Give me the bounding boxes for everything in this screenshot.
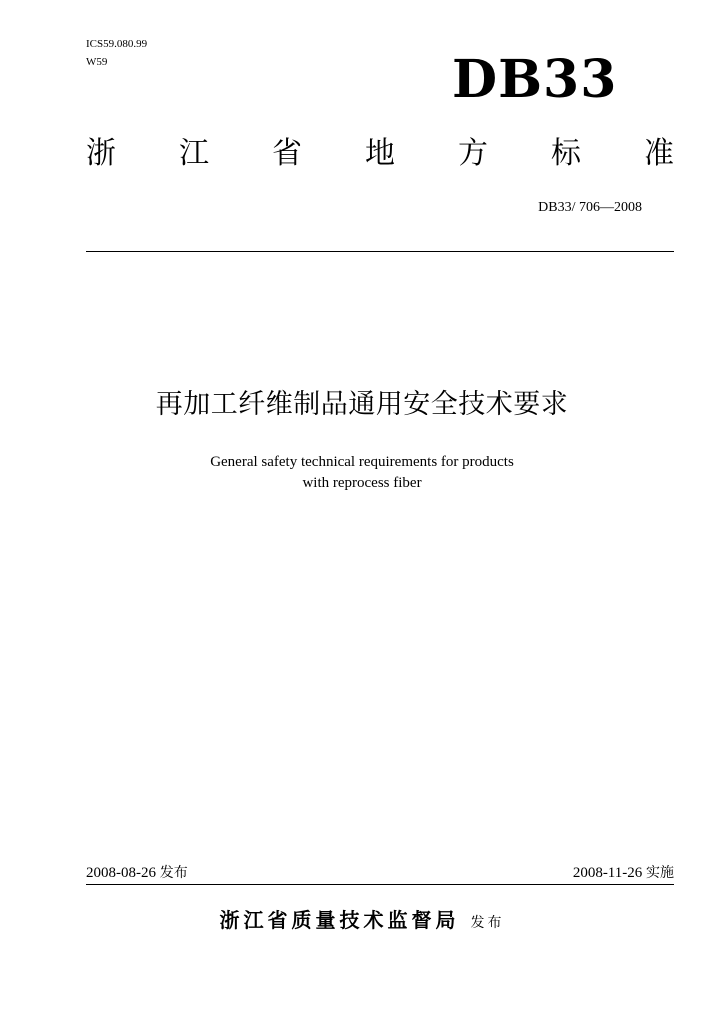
- standard-type-heading: [86, 134, 674, 174]
- publisher-name: 浙江省质量技术监督局: [219, 908, 460, 932]
- title-english-line: General safety technical requirements for products: [210, 454, 514, 470]
- standard-number: DB33/ 706—2008: [538, 200, 642, 215]
- standard-type-char: 准: [644, 136, 674, 171]
- standard-type-char: 标: [551, 136, 581, 171]
- footer-divider: [86, 884, 674, 885]
- title-english: [0, 452, 724, 494]
- title-english-line: with reprocess fiber: [302, 475, 422, 491]
- ics-code: ICS59.080.99: [86, 38, 148, 50]
- header-divider: [86, 251, 674, 252]
- standard-type-char: 省: [272, 136, 302, 171]
- publisher-line: [0, 904, 724, 933]
- issue-date: 2008-08-26: [86, 865, 156, 881]
- db33-logo: DB33: [452, 49, 618, 110]
- issue-label: 发布: [159, 865, 188, 881]
- standard-type-char: 江: [179, 136, 209, 171]
- publish-label: 发布: [470, 915, 505, 931]
- classification-code: W59: [86, 56, 108, 68]
- standard-type-char: 方: [458, 136, 488, 171]
- implementation-label: 实施: [646, 865, 674, 881]
- issue-date-line: [86, 864, 188, 882]
- implementation-date-line: [573, 864, 674, 882]
- title-chinese: 再加工纤维制品通用安全技术要求: [155, 389, 569, 420]
- standard-type-char: 浙: [86, 136, 116, 171]
- implementation-date: 2008-11-26: [572, 865, 643, 881]
- standard-type-char: 地: [365, 136, 395, 171]
